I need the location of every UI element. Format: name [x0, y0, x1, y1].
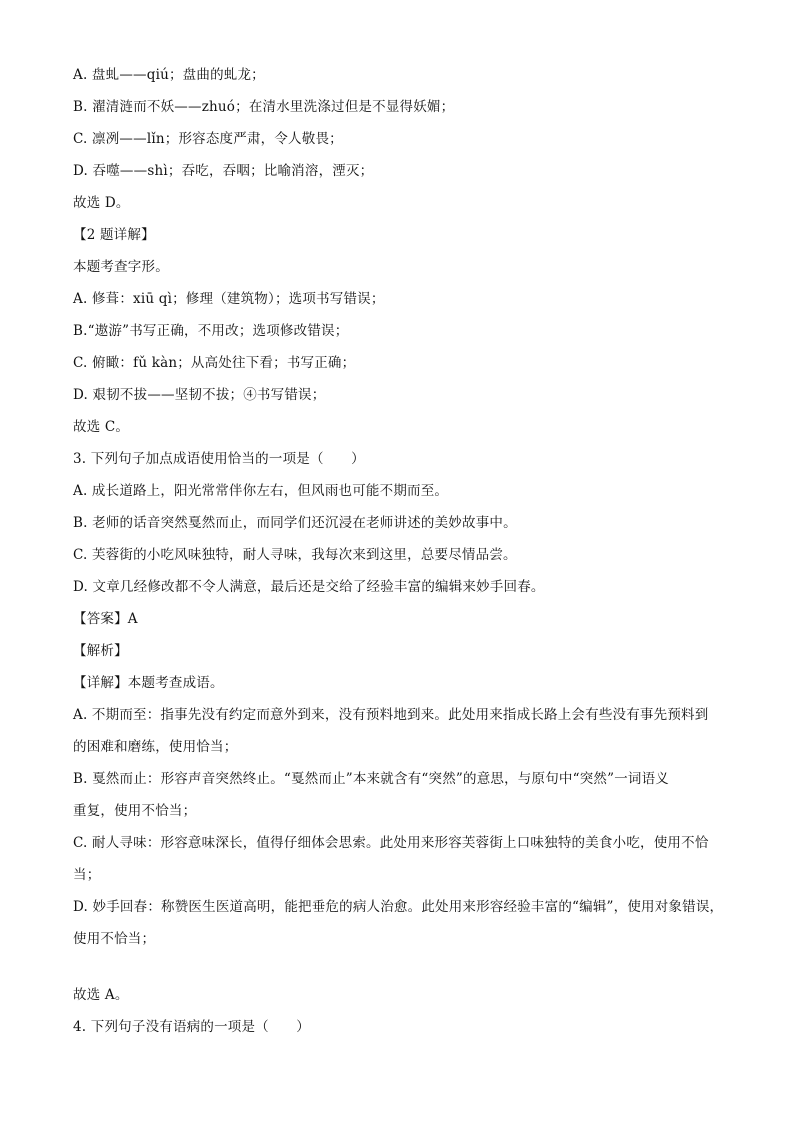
q2-option-a: A. 修葺：xiū qì；修理（建筑物）；选项书写错误；: [73, 291, 385, 307]
question-2-heading: 【2 题详解】: [73, 227, 155, 243]
answer-d: 故选 D。: [73, 195, 130, 211]
detail-d-line-1: D. 妙手回春：称赞医生医道高明，能把垂危的病人治愈。此处用来形容经验丰富的“编辑”，使用对象错误，: [73, 899, 724, 915]
detail-intro: 【详解】本题考查成语。: [73, 675, 224, 691]
option-d-pronunciation: D. 吞噬——shì；吞吃，吞咽；比喻消溶，湮灭；: [73, 163, 374, 179]
detail-c-line-1: C. 耐人寻味：形容意味深长，值得仔细体会思索。此处用来形容芙蓉街上口味独特的美食小吃，使用不恰: [73, 835, 709, 851]
question-4-stem: 4. 下列句子没有语病的一项是（ ）: [73, 1019, 310, 1035]
q2-option-c: C. 俯瞰：fǔ kàn；从高处往下看；书写正确；: [73, 355, 356, 371]
option-b-pronunciation: B. 濯清涟而不妖——zhuó；在清水里洗涤过但是不显得妖媚；: [73, 99, 455, 115]
q3-option-b: B. 老师的话音突然戛然而止，而同学们还沉浸在老师讲述的美妙故事中。: [73, 515, 517, 531]
detail-d-line-2: 使用不恰当；: [73, 931, 156, 947]
detail-b-line-2: 重复，使用不恰当；: [73, 803, 197, 819]
q3-option-d: D. 文章几经修改都不令人满意，最后还是交给了经验丰富的编辑来妙手回春。: [73, 579, 545, 595]
answer-c: 故选 C。: [73, 419, 130, 435]
option-c-pronunciation: C. 凛冽——lǐn；形容态度严肃，令人敬畏；: [73, 131, 343, 147]
q3-option-a: A. 成长道路上，阳光常常伴你左右，但风雨也可能不期而至。: [73, 483, 449, 499]
q2-option-d: D. 艰韧不拔——坚韧不拔；④书写错误；: [73, 387, 326, 403]
question-2-topic: 本题考查字形。: [73, 259, 169, 275]
detail-c-line-2: 当；: [73, 867, 101, 883]
q2-option-b: B.“遨游”书写正确，不用改；选项修改错误；: [73, 323, 349, 339]
answer-label: 【答案】A: [73, 611, 138, 627]
detail-a-line-1: A. 不期而至：指事先没有约定而意外到来，没有预料地到来。此处用来指成长路上会有些没有事先预料到: [73, 707, 709, 723]
answer-a: 故选 A。: [73, 987, 129, 1003]
option-a-pronunciation: A. 盘虬——qiú；盘曲的虬龙；: [73, 67, 265, 83]
analysis-label: 【解析】: [73, 643, 128, 659]
question-3-stem: 3. 下列句子加点成语使用恰当的一项是（ ）: [73, 451, 365, 467]
detail-a-line-2: 的困难和磨练，使用恰当；: [73, 739, 238, 755]
detail-b-line-1: B. 戛然而止：形容声音突然终止。“戛然而止”本来就含有“突然”的意思，与原句中“突然”一词语义: [73, 771, 670, 787]
q3-option-c: C. 芙蓉街的小吃风味独特，耐人寻味，我每次来到这里，总要尽情品尝。: [73, 547, 517, 563]
